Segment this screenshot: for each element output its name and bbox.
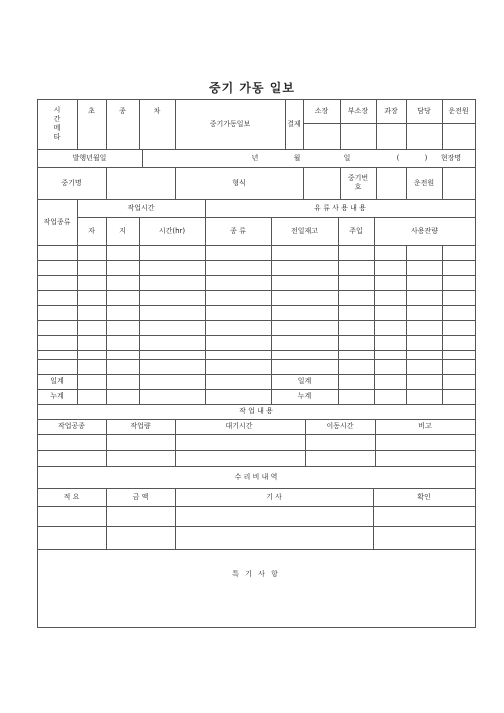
grid-line-v bbox=[375, 419, 376, 467]
approver-5: 운전원 bbox=[448, 106, 469, 115]
work-content-section: 작 업 내 용 bbox=[239, 407, 273, 415]
time-from-label: 자 bbox=[88, 226, 95, 235]
approver-1: 소장 bbox=[314, 106, 329, 115]
grid-line-v bbox=[303, 167, 304, 200]
grid-line-h bbox=[37, 305, 476, 306]
approver-3: 과장 bbox=[384, 106, 398, 115]
grid-line-h bbox=[37, 167, 476, 168]
work-time-label: 작업시간 bbox=[127, 203, 155, 212]
paren-close: ) bbox=[424, 153, 428, 162]
grid-line-h bbox=[37, 389, 476, 390]
day-label: 일 bbox=[343, 153, 351, 162]
grid-line-h bbox=[37, 99, 476, 100]
daily-report-form bbox=[37, 99, 475, 627]
grid-line-h bbox=[77, 217, 476, 218]
grid-line-v bbox=[271, 217, 272, 405]
grid-line-v bbox=[374, 217, 375, 405]
grid-line-h bbox=[37, 404, 476, 405]
oil-usage-label: 유 류 사 용 내 용 bbox=[314, 203, 366, 212]
daily-total-label-2: 일계 bbox=[297, 377, 312, 385]
equipment-number-label: 중기번 호 bbox=[347, 174, 369, 191]
grid-line-h bbox=[37, 359, 476, 360]
cumulative-total-label-2: 누계 bbox=[297, 392, 312, 400]
repair-confirm-label: 확인 bbox=[417, 492, 431, 501]
grid-line-v bbox=[106, 99, 107, 150]
sigan-meta-label: 시 간 메 타 bbox=[53, 106, 61, 141]
grid-line-v bbox=[37, 99, 38, 628]
operator-label: 운전원 bbox=[413, 178, 435, 187]
cha-label: 차 bbox=[153, 106, 161, 115]
grid-line-v bbox=[139, 99, 140, 150]
grid-line-v bbox=[406, 245, 407, 405]
grid-line-h bbox=[37, 434, 476, 435]
grid-line-v bbox=[338, 217, 339, 405]
repair-cost-label: 금 액 bbox=[132, 492, 149, 501]
grid-line-h bbox=[37, 419, 476, 420]
grid-line-h bbox=[37, 245, 476, 246]
cho-label: 초 bbox=[88, 106, 95, 115]
grid-line-v bbox=[77, 99, 78, 150]
grid-line-v bbox=[106, 488, 107, 550]
grid-line-v bbox=[475, 99, 476, 628]
approver-2: 부소장 bbox=[347, 106, 369, 115]
grid-line-h bbox=[37, 526, 476, 527]
grid-line-v bbox=[106, 167, 107, 200]
site-name-label: 현장명 bbox=[440, 153, 462, 162]
work-type-label: 작업종류 bbox=[43, 217, 71, 226]
issue-date-label: 발행년월일 bbox=[72, 153, 107, 162]
grid-line-v bbox=[373, 488, 374, 550]
grid-line-h bbox=[303, 123, 476, 124]
grid-line-v bbox=[340, 167, 341, 200]
report-name: 중기가동일보 bbox=[209, 119, 251, 128]
grid-line-v bbox=[376, 99, 377, 150]
grid-line-v bbox=[305, 419, 306, 467]
page-title: 중기 가동 일보 bbox=[209, 81, 295, 95]
repair-section: 수 리 비 내 역 bbox=[234, 472, 278, 481]
grid-line-v bbox=[285, 99, 286, 150]
grid-line-h bbox=[37, 260, 476, 261]
grid-line-v bbox=[106, 217, 107, 405]
grid-line-v bbox=[376, 167, 377, 200]
month-label: 월 bbox=[293, 153, 301, 162]
grid-line-h bbox=[37, 320, 476, 321]
move-time-label: 이동시간 bbox=[326, 422, 354, 430]
grid-line-h bbox=[37, 506, 476, 507]
approval-label: 결제 bbox=[287, 119, 301, 128]
grid-line-v bbox=[175, 419, 176, 467]
grid-line-v bbox=[442, 245, 443, 405]
jong-label: 종 bbox=[119, 106, 126, 115]
grid-line-v bbox=[442, 167, 443, 200]
grid-line-v bbox=[406, 99, 407, 150]
process-label: 작업공종 bbox=[57, 422, 86, 430]
grid-line-h bbox=[37, 627, 476, 628]
cumulative-total-label: 누계 bbox=[50, 392, 64, 400]
grid-line-h bbox=[37, 275, 476, 276]
grid-line-v bbox=[442, 99, 443, 150]
grid-line-h bbox=[37, 450, 476, 451]
grid-line-h bbox=[37, 199, 476, 200]
approver-4: 담당 bbox=[417, 106, 431, 115]
grid-line-h bbox=[37, 149, 476, 150]
grid-line-h bbox=[37, 374, 476, 375]
grid-line-v bbox=[142, 149, 143, 168]
remarks-label: 특 기 사 항 bbox=[232, 569, 280, 578]
prev-stock-label: 전일재고 bbox=[290, 226, 319, 235]
time-to-label: 지 bbox=[119, 226, 126, 235]
grid-line-h bbox=[37, 549, 476, 550]
grid-line-h bbox=[37, 335, 476, 336]
daily-total-label: 일계 bbox=[50, 377, 64, 385]
year-label: 년 bbox=[251, 153, 259, 162]
grid-line-h bbox=[37, 466, 476, 467]
grid-line-h bbox=[37, 488, 476, 489]
amount-label: 작업량 bbox=[130, 422, 151, 430]
equipment-name-label: 중기명 bbox=[61, 178, 82, 187]
paren-open: ( bbox=[396, 153, 400, 162]
grid-line-h bbox=[37, 350, 476, 351]
grid-line-v bbox=[340, 99, 341, 150]
oil-kind-label: 종 류 bbox=[230, 226, 246, 235]
grid-line-v bbox=[77, 199, 78, 405]
grid-line-v bbox=[106, 419, 107, 467]
grid-line-v bbox=[205, 199, 206, 405]
grid-line-h bbox=[37, 290, 476, 291]
grid-line-v bbox=[175, 488, 176, 550]
grid-line-v bbox=[139, 217, 140, 405]
hours-label: 시간(hr) bbox=[158, 226, 186, 235]
repair-record-label: 기 사 bbox=[266, 492, 282, 501]
wait-time-label: 대기시간 bbox=[225, 422, 253, 430]
type-label: 형식 bbox=[232, 178, 246, 187]
refuel-label: 주입 bbox=[349, 226, 363, 235]
grid-line-v bbox=[175, 99, 176, 150]
grid-line-v bbox=[406, 167, 407, 200]
used-remaining-label: 사용잔량 bbox=[410, 226, 439, 235]
note-label: 비고 bbox=[418, 422, 432, 430]
repair-summary-label: 적 요 bbox=[63, 492, 80, 501]
grid-line-v bbox=[175, 167, 176, 200]
grid-line-v bbox=[303, 99, 304, 150]
